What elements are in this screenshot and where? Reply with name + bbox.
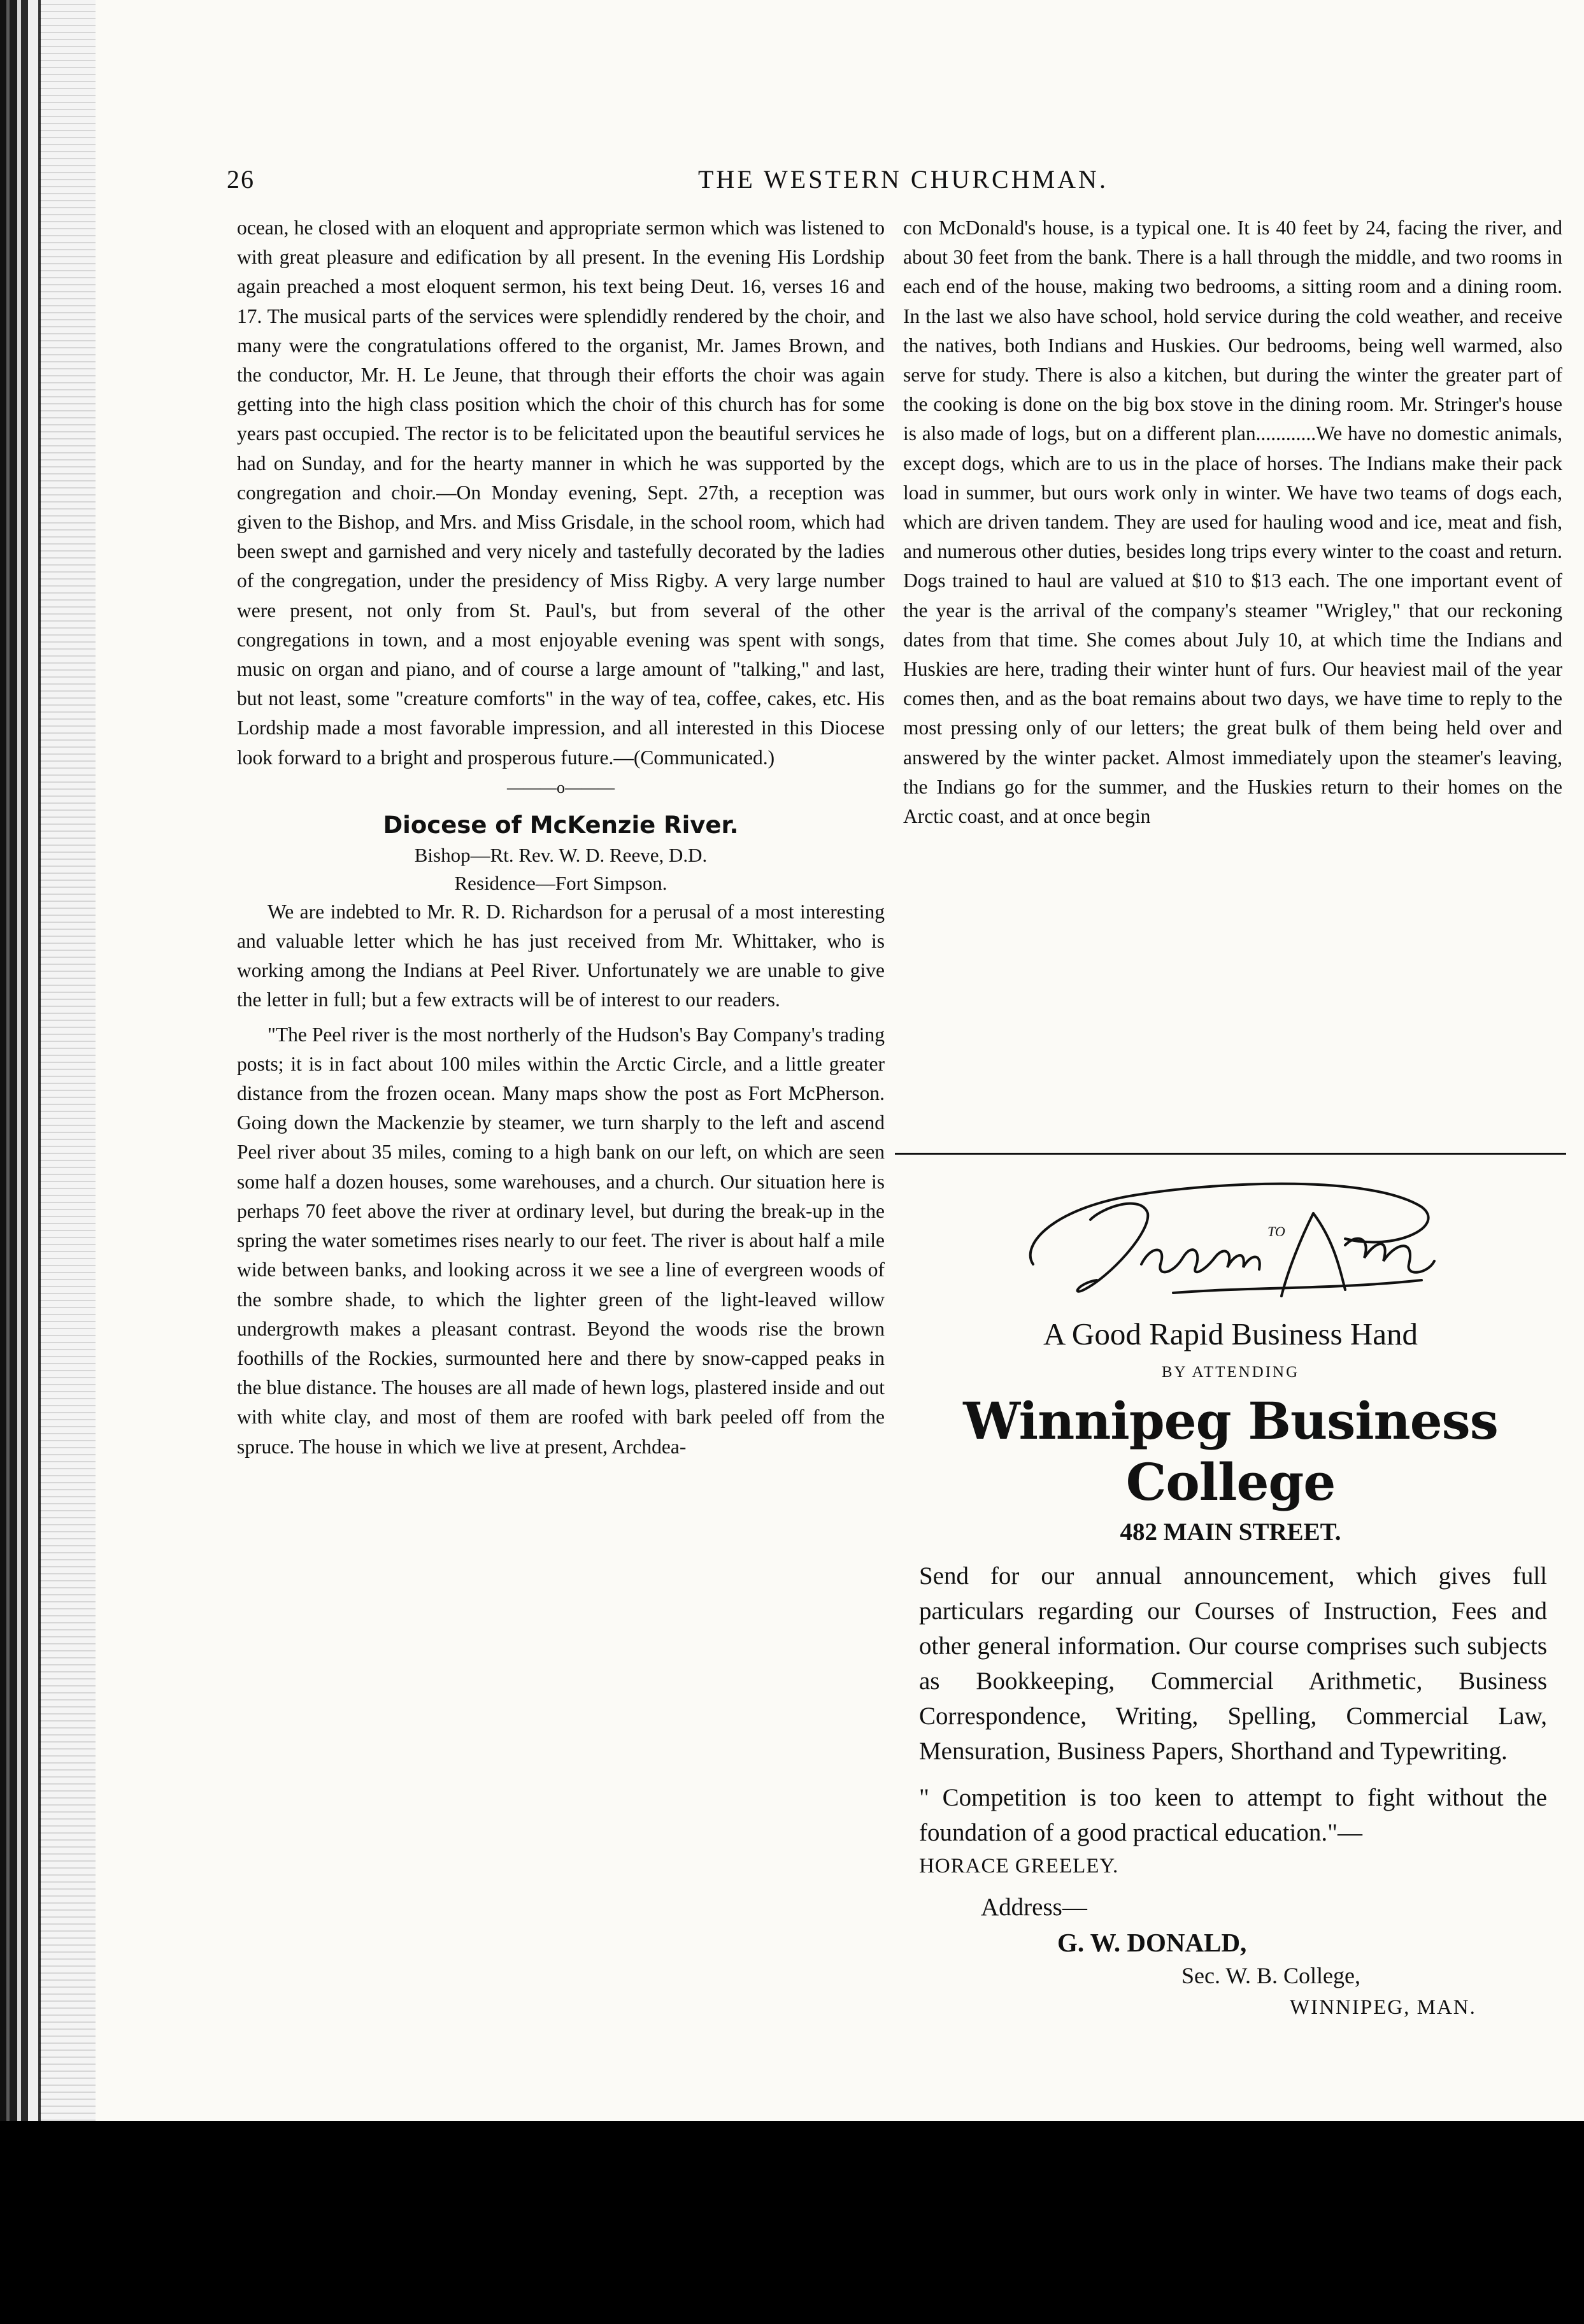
contact-title: Sec. W. B. College,: [1181, 1963, 1360, 1988]
learn-to-write-script-logo: [1014, 1169, 1447, 1315]
address-label: Address—: [981, 1893, 1087, 1921]
book-spine-edge: [0, 0, 96, 2324]
intro-paragraph: We are indebted to Mr. R. D. Richardson for a perusal of a most interesting and valuable letter which he has just received from Mr. Whittaker, who is working among the Indians at Peel River. Unfortunately we are unable to give the letter in full; but a few extracts will be of interest to our readers.: [237, 900, 885, 1011]
running-header: [227, 164, 1469, 203]
publication-title: THE WESTERN CHURCHMAN.: [698, 165, 1108, 194]
page-number: 26: [227, 165, 255, 194]
contact-city: WINNIPEG, MAN.: [1290, 1996, 1476, 2019]
section-separator: ———o———: [507, 778, 615, 797]
article-continuation-paragraph: ocean, he closed with an eloquent and appropriate sermon which was listened to with great pleasure and edification by all present. In the evening His Lordship again preached a most eloquent sermon, his text being Deut. 16, verses 16 and 17. The musical parts of the services were splendidly rendered by the choir, and many were the congratulations offered to the organist, Mr. James Brown, and the conductor, Mr. H. Le Jeune, that through their efforts the choir was again getting into the high class position which the choir of this church has for some years past occupied. The rector is to be felicitated upon the beautiful services he had on Sunday, and for the hearty manner in which he was supported by the congregation and choir.—On Monday evening, Sept. 27th, a reception was given to the Bishop, and Mrs. and Miss Grisdale, in the school room, which had been swept and garnished and very nicely and tastefully decorated by the ladies of the congregation, under the presidency of Miss Rigby. A very large number were present, not only from St. Paul's, but from several of the other congregations in town, and a most enjoyable evening was spent with songs, music on organ and piano, and of course a large amount of "talking," and last, but not least, some "creature comforts" in the way of tea, coffee, cakes, etc. His Lordship made a most favorable impression, and all interested in this Diocese look forward to a bright and prosperous future.—(Communicated.): [237, 217, 885, 769]
ad-body-text: Send for our annual announcement, which gives full particulars regarding our Courses of Instruction, Fees and other general information. Our course comprises such subjects as Bookkeeping, Commercial Arithmetic, Business Correspondence, Writing, Spelling, Commercial Law, Mensuration, Business Papers, Shorthand and Typewriting.: [919, 1562, 1547, 1765]
college-name: Winnipeg Business College: [963, 1391, 1498, 1512]
svg-text:TO: TO: [1267, 1223, 1285, 1239]
right-column: [903, 213, 1562, 831]
ad-by-attending: BY ATTENDING: [1161, 1364, 1300, 1381]
section-heading: Diocese of McKenzie River.: [383, 811, 739, 839]
left-column: [237, 213, 885, 1462]
quote-author: HORACE GREELEY.: [919, 1855, 1119, 1878]
college-advertisement: [895, 1169, 1566, 2023]
residence-line: Residence—Fort Simpson.: [454, 871, 667, 894]
letter-paragraph: "The Peel river is the most northerly of the Hudson's Bay Company's trading posts; it is in fact about 100 miles within the Arctic Circle, and a little greater distance from the frozen ocean. Many maps show the post as Fort McPherson. Going down the Mackenzie by steamer, we turn sharply to the left and ascend Peel river about 35 miles, coming to a high bank on our left, on which are seen some half a dozen houses, some warehouses, and a church. Our situation here is perhaps 70 feet above the river at ordinary level, but during the break-up in the spring the water sometimes rises nearly to our feet. The river is about half a mile wide between banks, and looking across it we see a line of evergreen woods of the sombre shade, to which the lighter green of the light-leaved willow undergrowth makes a pleasant contrast. Beyond the woods rise the brown foothills of the Rockies, surmounted here and there by snow-capped peaks in the blue distance. The houses are all made of hewn logs, plastered inside and out with white clay, and most of them are roofed with bark peeled off from the spruce. The house in which we live at present, Archdea-: [237, 1023, 885, 1458]
ad-quote: " Competition is too keen to attempt to fight without the foundation of a good practical education."—: [919, 1784, 1547, 1846]
bishop-line: Bishop—Rt. Rev. W. D. Reeve, D.D.: [414, 843, 708, 866]
scan-bottom-margin: [0, 2121, 1584, 2324]
contact-name: G. W. DONALD,: [1057, 1928, 1247, 1957]
college-street-address: 482 MAIN STREET.: [1120, 1518, 1341, 1546]
advertisement-divider: [895, 1153, 1566, 1155]
letter-continuation-paragraph: con McDonald's house, is a typical one. It is 40 feet by 24, facing the river, and about 30 feet from the bank. There is a hall through the middle, and two rooms in each end of the house, making two bedrooms, a sitting room and a dining room. In the last we also have school, hold service during the cold weather, and receive the natives, both Indians and Huskies. Our bedrooms, being well warmed, also serve for study. There is also a kitchen, but during the winter the greater part of the cooking is done on the big box stove in the dining room. Mr. Stringer's house is also made of logs, but on a different plan............We have no domestic animals, except dogs, which are to us in the place of horses. The Indians make their pack load in summer, but ours work only in winter. We have two teams of dogs each, which are driven tandem. They are used for hauling wood and ice, meat and fish, and numerous other duties, besides long trips every winter to the coast and return. Dogs trained to haul are valued at $10 to $13 each. The one important event of the year is the arrival of the company's steamer "Wrigley," that our reckoning dates from that time. She comes about July 10, at which time the Indians and Huskies are here, trading their winter hunt of furs. Our heaviest mail of the year comes then, and as the boat remains about two days, we have time to reply to the most pressing only of our letters; the great bulk of them being held over and answered by the winter packet. Almost immediately upon the steamer's leaving, the Indians go for the summer, and the Huskies return to their homes on the Arctic coast, and at once begin: [903, 217, 1562, 828]
ad-tagline: A Good Rapid Business Hand: [1043, 1316, 1418, 1351]
